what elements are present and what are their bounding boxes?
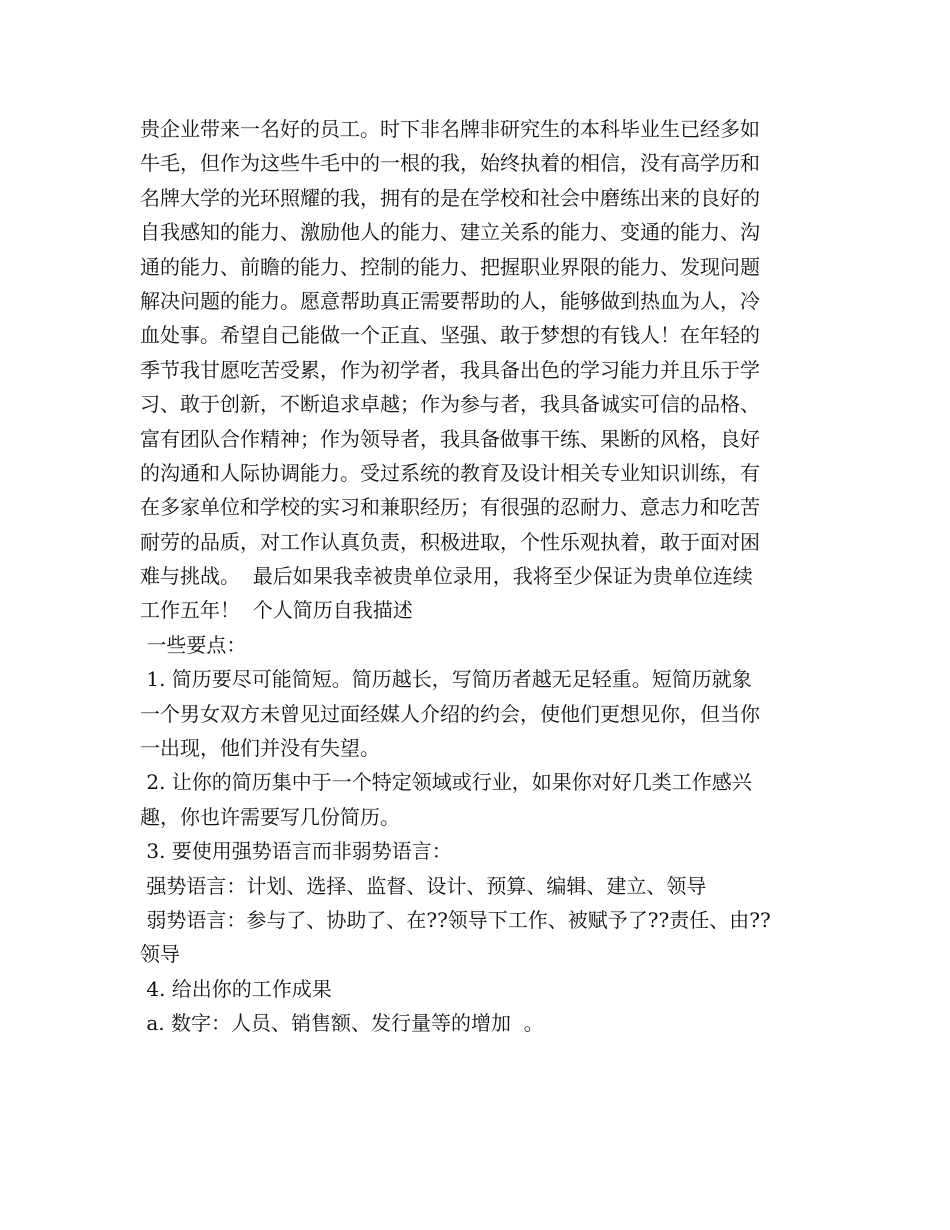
text-line: 解决问题的能力。愿意帮助真正需要帮助的人，能够做到热血为人，冷 (140, 288, 760, 313)
text-line: 富有团队合作精神；作为领导者，我具备做事干练、果断的风格，良好 (140, 426, 760, 451)
list-item-continuation: 趣，你也许需要写几份简历。 (140, 804, 400, 829)
section-heading: 一些要点： (140, 632, 247, 657)
text-line: 工作五年！ 个人简历自我描述 (140, 598, 413, 623)
weak-language-continuation: 领导 (140, 942, 180, 967)
text-line: 自我感知的能力、激励他人的能力、建立关系的能力、变通的能力、沟 (140, 220, 760, 245)
list-item: 4. 给出你的工作成果 (140, 976, 332, 1001)
list-item-continuation: 一出现，他们并没有失望。 (140, 736, 380, 761)
list-item: 3. 要使用强势语言而非弱势语言： (140, 839, 452, 864)
sub-list-item: a. 数字：人员、销售额、发行量等的增加 。 (140, 1011, 544, 1036)
text-line: 难与挑战。 最后如果我幸被贵单位录用，我将至少保证为贵单位连续 (140, 564, 753, 589)
list-item: 2. 让你的简历集中于一个特定领域或行业，如果你对好几类工作感兴 (140, 770, 752, 795)
text-line: 的沟通和人际协调能力。受过系统的教育及设计相关专业知识训练，有 (140, 460, 760, 485)
strong-language-line: 强势语言：计划、选择、监督、设计、预算、编辑、建立、领导 (140, 873, 707, 898)
document-body (140, 112, 830, 1041)
text-line: 耐劳的品质，对工作认真负责，积极进取，个性乐观执着，敢于面对困 (140, 529, 760, 554)
text-line: 牛毛，但作为这些牛毛中的一根的我，始终执着的相信，没有高学历和 (140, 151, 760, 176)
text-line: 名牌大学的光环照耀的我，拥有的是在学校和社会中磨练出来的良好的 (140, 185, 760, 210)
text-line: 贵企业带来一名好的员工。时下非名牌非研究生的本科毕业生已经多如 (140, 117, 760, 141)
text-line: 在多家单位和学校的实习和兼职经历；有很强的忍耐力、意志力和吃苦 (140, 495, 760, 520)
text-line: 通的能力、前瞻的能力、控制的能力、把握职业界限的能力、发现问题 (140, 254, 760, 279)
text-line: 血处事。希望自己能做一个正直、坚强、敢于梦想的有钱人！在年轻的 (140, 323, 760, 348)
weak-language-line: 弱势语言：参与了、协助了、在??领导下工作、被赋予了??责任、由?? (140, 907, 771, 932)
text-line: 季节我甘愿吃苦受累，作为初学者，我具备出色的学习能力并且乐于学 (140, 357, 760, 382)
list-item-continuation: 一个男女双方未曾见过面经媒人介绍的约会，使他们更想见你，但当你 (140, 701, 760, 726)
text-line: 习、敢于创新，不断追求卓越；作为参与者，我具备诚实可信的品格、 (140, 392, 760, 417)
list-item: 1. 简历要尽可能简短。简历越长，写简历者越无足轻重。短简历就象 (140, 667, 752, 692)
